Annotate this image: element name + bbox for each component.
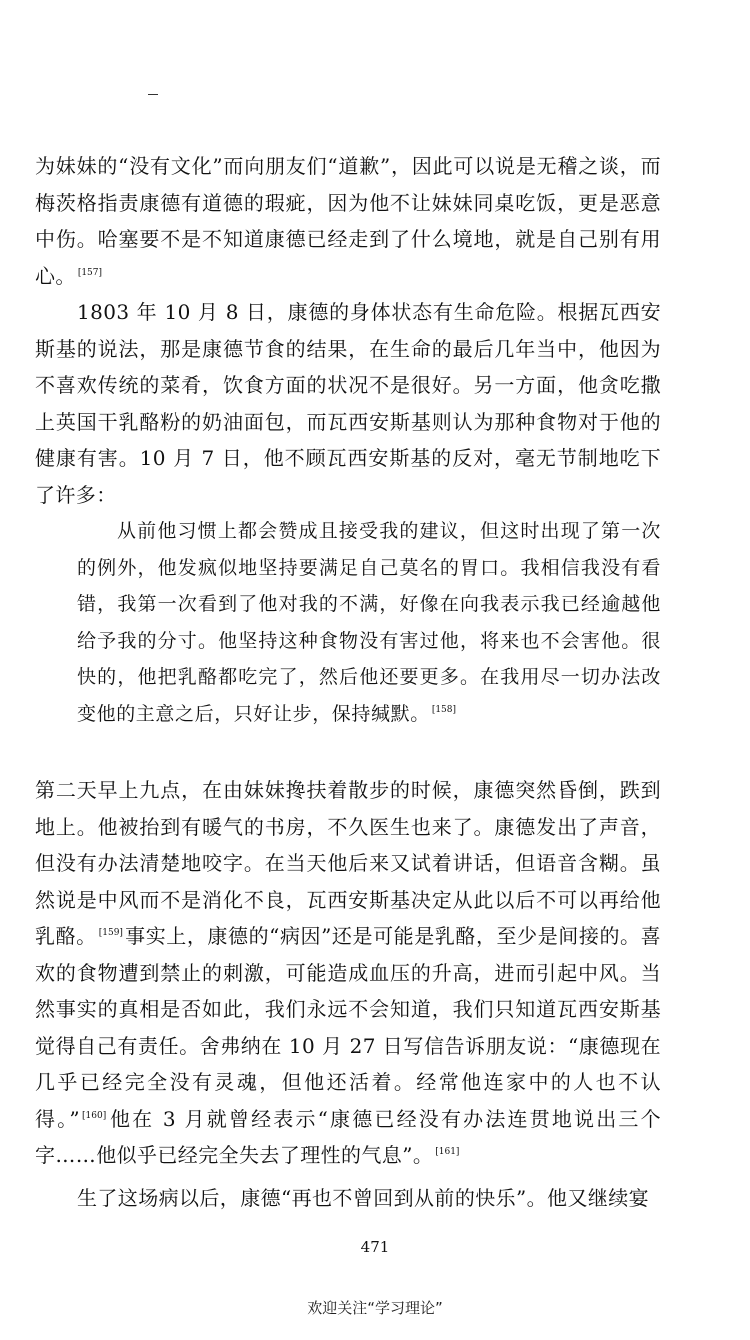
paragraph-1-text: 为妹妹的“没有文化”而向朋友们“道歉”，因此可以说是无稽之谈，而梅茨格指责康德有道德的瑕疵，因为他不让妹妹同桌吃饭，更是恶意中伤。哈塞要不是不知道康德已经走到了什么境地，就是自己别有用心。 [35, 154, 661, 288]
citation-157: [157] [77, 267, 103, 278]
block-quote-text: 从前他习惯上都会赞成且接受我的建议，但这时出现了第一次的例外，他发疯似地坚持要满足自己莫名的胃口。我相信我没有看错，我第一次看到了他对我的不满，好像在向我表示我已经逾越他给予我的分寸。他坚持这种食物没有害过他，将来也不会害他。很快的，他把乳酪都吃完了，然后他还要更多。在我用尽一切办法改变他的主意之后，只好让步，保持缄默。 [77, 520, 661, 725]
citation-158: [158] [431, 705, 457, 716]
paragraph-2-text: 1803 年 10 月 8 日，康德的身体状态有生命危险。根据瓦西安斯基的说法，那是康德节食的结果，在生命的最后几年当中，他因为不喜欢传统的菜肴，饮食方面的状况不是很好。另一方面，他贪吃撒上英国干乳酪粉的奶油面包，而瓦西安斯基则认为那种食物对于他的健康有害。10 月 7 日，他不顾瓦西安斯基的反对，毫无节制地吃下了许多： [35, 300, 661, 507]
paragraph-3-part2: 事实上，康德的“病因”还是可能是乳酪，至少是间接的。喜欢的食物遭到禁止的刺激，可能造成血压的升高，进而引起中风。当然事实的真相是否如此，我们永远不会知道，我们只知道瓦西安斯基觉得自己有责任。舍弗纳在 10 月 27 日写信告诉朋友说：“康德现在几乎已经完全没有灵魂，但他还活着。经常他连家中的人也不认得。” [35, 924, 661, 1131]
paragraph-3-part3: 他在 3 月就曾经表示“康德已经没有办法连贯地说出三个字……他似乎已经完全失去了理性的气息”。 [35, 1106, 661, 1167]
citation-161: [161] [435, 1147, 460, 1158]
paragraph-1 [35, 148, 661, 294]
citation-159: [159] [98, 928, 123, 939]
citation-160: [160] [82, 1110, 107, 1121]
paragraph-4 [35, 1180, 661, 1217]
footer-note: 欢迎关注“学习理论” [307, 1299, 443, 1317]
paragraph-2 [35, 294, 661, 513]
paragraph-3 [35, 772, 661, 1174]
paragraph-3-part1: 第二天早上九点，在由妹妹搀扶着散步的时候，康德突然昏倒，跌到地上。他被抬到有暖气的书房，不久医生也来了。康德发出了声音，但没有办法清楚地咬字。在当天他后来又试着讲话，但语音含糊。虽然说是中风而不是消化不良，瓦西安斯基决定从此以后不可以再给他乳酪。 [35, 778, 661, 948]
page-mark [148, 94, 158, 95]
paragraph-4-text: 生了这场病以后，康德“再也不曾回到从前的快乐”。他又继续宴 [77, 1186, 650, 1210]
block-quote [77, 513, 661, 732]
page-number: 471 [360, 1238, 390, 1256]
